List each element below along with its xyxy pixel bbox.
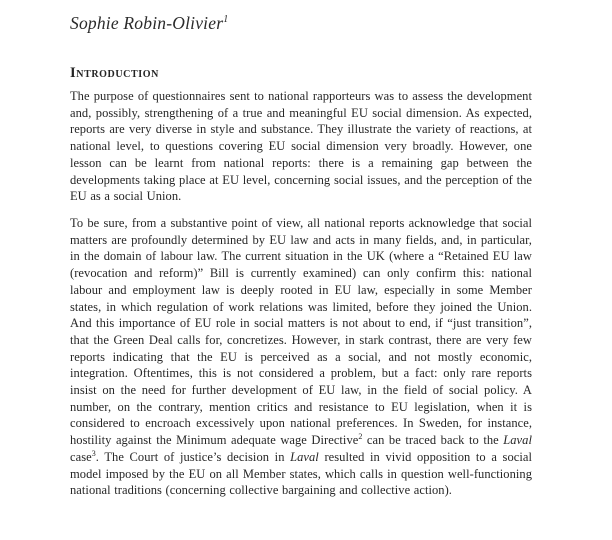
text-run: To be sure, from a substantive point of view, all national reports acknowledge that social matters are profoundly determined by EU law and acts in many fields, and, in particular, in the domain of labour law. The current situation in the UK (where a “Retained EU law (revocation and reform)” Bill is currently examined) can only confirm this: national labour and employment law is deeply rooted in EU law, especially in some Member states, in which regulation of work relations was limited, before they joined the Union. And this importance of EU role in social matters is not about to end, if “just transition”, that the Green Deal calls for, concretizes. However, in stark contrast, there are very few reports indicating that the EU is perceived as a social, and not mostly economic, integration. Oftentimes, this is not considered a problem, but a fact: only rare reports insist on the need for further development of EU law, in the field of social policy. A number, on the contrary, mention critics and resistance to EU legislation, when it is considered to encroach excessively upon national preferences. In Sweden, for instance, hostility against the Minimum adequate wage Directive bbox=[70, 216, 532, 448]
italic-case-name: Laval bbox=[290, 449, 319, 464]
author-name: Sophie Robin-Olivier bbox=[70, 13, 224, 33]
section-heading: Introduction bbox=[70, 65, 159, 81]
italic-case-name: Laval bbox=[503, 433, 532, 448]
footnote-ref: 2 bbox=[358, 431, 363, 441]
text-run: resulted in vivid opposition to a social model imposed by the EU on all Member states, which calls in question well-functioning national traditions (concerning collective bargaining and collective action). bbox=[70, 449, 532, 498]
paragraph-1 bbox=[70, 88, 532, 205]
footnote-ref: 3 bbox=[91, 448, 96, 458]
text-run: case bbox=[70, 449, 92, 464]
text-run: can be traced back to the bbox=[362, 433, 504, 448]
author-line bbox=[70, 12, 228, 34]
author-footnote-ref: 1 bbox=[223, 14, 229, 26]
paragraph-2 bbox=[70, 215, 532, 499]
text-run: The purpose of questionnaires sent to national rapporteurs was to assess the development and, possibly, strengthening of a true and meaningful EU social dimension. As expected, reports are very diverse in style and substance. They illustrate the variety of reactions, at national level, to questions covering EU social dimension very broadly. However, one lesson can be learnt from national reports: there is a remaining gap between the developments taking place at EU level, concerning social issues, and the perception of the EU as a social Union. bbox=[70, 89, 532, 204]
text-run: . The Court of justice’s decision in bbox=[95, 449, 291, 464]
